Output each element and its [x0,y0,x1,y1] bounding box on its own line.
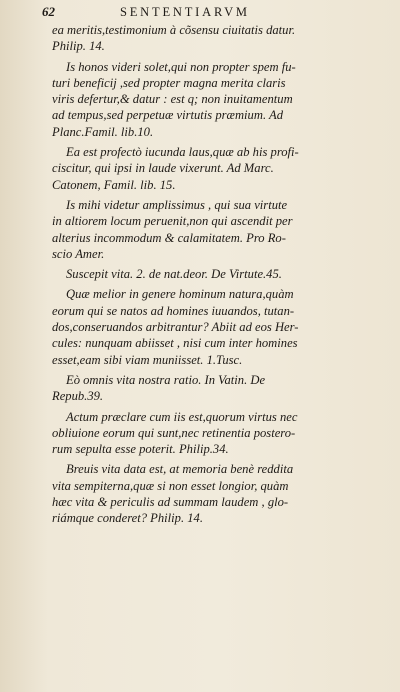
text-line: Breuis vita data est, at memoria benè reddita [66,462,294,477]
running-title: SENTENTIARVM [120,5,250,19]
text-line: Actum præclare cum iis est,quorum virtus nec [66,409,298,424]
text-line: ciscitur, qui ipsi in laude vixerunt. Ad Marc. [52,161,274,176]
text-line: Ea est profectò iucunda laus,quæ ab his profi- [66,145,299,160]
text-line: scio Amer. [52,246,105,261]
text-line: alterius incommodum & calamitatem. Pro Ro- [52,230,286,245]
text-line: rum sepulta esse poterit. Philip.34. [52,442,229,457]
text-line: riámque conderet? Philip. 14. [52,511,203,526]
text-line: hæc vita & periculis ad summam laudem , glo- [52,495,289,510]
text-line: Is honos videri solet,qui non propter spem fu- [66,59,296,74]
text-line: vita sempiterna,quæ si non esset longior, quàm [52,478,289,493]
body-text [52,22,394,527]
text-line: obliuione eorum qui sunt,nec retinentia postero- [52,425,296,440]
text-line: Quæ melior in genere hominum natura,quàm [66,287,294,302]
text-line: in altiorem locum peruenit,non qui ascendit per [52,214,293,229]
text-line: Repub.39. [52,389,104,404]
text-line: eorum qui se natos ad homines iuuandos, tutan- [52,303,295,318]
text-line: Philip. 14. [52,39,105,54]
text-line: Catonem, Famil. lib. 15. [52,177,176,192]
text-line: turi beneficij ,sed propter magna merita claris [52,75,286,90]
text-line: cules: nunquam abiisset , nisi cum inter homines [52,336,298,351]
text-line: ad tempus,sed perpetuæ virtutis præmium. Ad [52,108,283,123]
page-header [42,4,392,22]
text-line: ea meritis,testimonium à cõsensu ciuitatis datur. [52,23,296,37]
text-line: Planc.Famil. lib.10. [52,124,154,139]
page-number: 62 [42,4,55,19]
text-line: dos,conseruandos arbitrantur? Abiit ad eos Her- [52,320,299,335]
text-line: esset,eam sibi viam muniisset. 1.Tusc. [52,352,243,367]
text-line: Is mihi videtur amplissimus , qui sua virtute [66,197,288,212]
text-line: viris defertur,& datur : est q; non inuitamentum [52,92,293,107]
text-line: Suscepit vita. 2. de nat.deor. De Virtute.45. [66,267,282,282]
text-line: Eò omnis vita nostra ratio. In Vatin. De [66,372,266,387]
